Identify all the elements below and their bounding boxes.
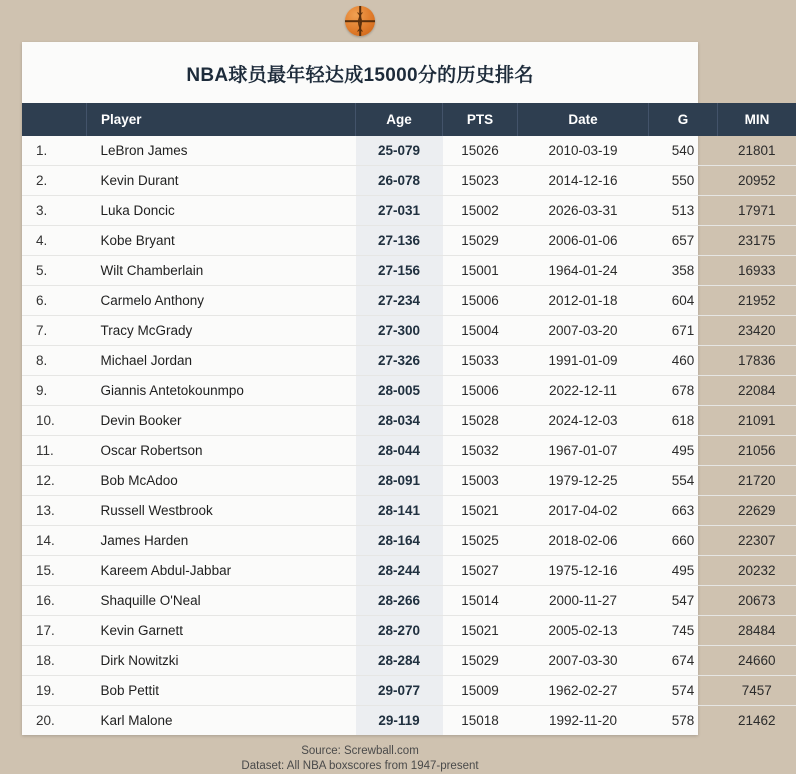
cell-pts: 15029 <box>443 646 518 676</box>
cell-player: Shaquille O'Neal <box>87 586 356 616</box>
cell-date: 1962-02-27 <box>518 676 649 706</box>
cell-rank: 17. <box>22 616 87 646</box>
cell-player: James Harden <box>87 526 356 556</box>
footer-dataset: Dataset: All NBA boxscores from 1947-present <box>22 759 698 774</box>
table-row[interactable] <box>22 256 796 286</box>
cell-pts: 15021 <box>443 616 518 646</box>
cell-minutes: 22629 <box>718 496 796 526</box>
table-row[interactable] <box>22 526 796 556</box>
cell-date: 2014-12-16 <box>518 166 649 196</box>
logo-area <box>22 0 698 42</box>
table-header <box>22 103 796 136</box>
cell-minutes: 21462 <box>718 706 796 736</box>
cell-rank: 16. <box>22 586 87 616</box>
cell-pts: 15014 <box>443 586 518 616</box>
cell-games: 554 <box>649 466 718 496</box>
cell-player: Kareem Abdul-Jabbar <box>87 556 356 586</box>
table-card <box>22 42 698 735</box>
cell-age: 29-119 <box>356 706 443 736</box>
cell-games: 574 <box>649 676 718 706</box>
cell-rank: 19. <box>22 676 87 706</box>
cell-age: 27-156 <box>356 256 443 286</box>
table-row[interactable] <box>22 586 796 616</box>
cell-date: 1964-01-24 <box>518 256 649 286</box>
cell-player: Oscar Robertson <box>87 436 356 466</box>
cell-player: Tracy McGrady <box>87 316 356 346</box>
table-row[interactable] <box>22 646 796 676</box>
cell-minutes: 24660 <box>718 646 796 676</box>
cell-minutes: 21091 <box>718 406 796 436</box>
cell-rank: 11. <box>22 436 87 466</box>
table-row[interactable] <box>22 406 796 436</box>
cell-player: Carmelo Anthony <box>87 286 356 316</box>
table-row[interactable] <box>22 316 796 346</box>
table-row[interactable] <box>22 196 796 226</box>
cell-player: Dirk Nowitzki <box>87 646 356 676</box>
cell-games: 618 <box>649 406 718 436</box>
cell-rank: 3. <box>22 196 87 226</box>
footer <box>22 735 698 774</box>
cell-date: 2026-03-31 <box>518 196 649 226</box>
cell-games: 657 <box>649 226 718 256</box>
cell-games: 663 <box>649 496 718 526</box>
cell-age: 28-270 <box>356 616 443 646</box>
cell-rank: 2. <box>22 166 87 196</box>
cell-player: Devin Booker <box>87 406 356 436</box>
cell-date: 1992-11-20 <box>518 706 649 736</box>
cell-age: 28-141 <box>356 496 443 526</box>
cell-age: 28-244 <box>356 556 443 586</box>
table-row[interactable] <box>22 436 796 466</box>
cell-minutes: 23420 <box>718 316 796 346</box>
table-row[interactable] <box>22 376 796 406</box>
cell-date: 1991-01-09 <box>518 346 649 376</box>
cell-rank: 5. <box>22 256 87 286</box>
table-row[interactable] <box>22 616 796 646</box>
cell-player: Wilt Chamberlain <box>87 256 356 286</box>
cell-rank: 1. <box>22 136 87 166</box>
cell-games: 358 <box>649 256 718 286</box>
cell-date: 2022-12-11 <box>518 376 649 406</box>
cell-player: Luka Doncic <box>87 196 356 226</box>
cell-games: 674 <box>649 646 718 676</box>
table-row[interactable] <box>22 556 796 586</box>
cell-date: 2017-04-02 <box>518 496 649 526</box>
column-header-rank[interactable] <box>22 103 87 136</box>
cell-age: 28-284 <box>356 646 443 676</box>
cell-pts: 15006 <box>443 376 518 406</box>
cell-minutes: 22307 <box>718 526 796 556</box>
cell-age: 28-005 <box>356 376 443 406</box>
table-header-row <box>22 103 796 136</box>
cell-age: 26-078 <box>356 166 443 196</box>
table-row[interactable] <box>22 496 796 526</box>
table-row[interactable] <box>22 136 796 166</box>
cell-games: 460 <box>649 346 718 376</box>
cell-pts: 15029 <box>443 226 518 256</box>
cell-player: LeBron James <box>87 136 356 166</box>
column-header-date[interactable]: Date <box>518 103 649 136</box>
table-row[interactable] <box>22 346 796 376</box>
cell-pts: 15009 <box>443 676 518 706</box>
cell-pts: 15027 <box>443 556 518 586</box>
cell-rank: 7. <box>22 316 87 346</box>
cell-age: 29-077 <box>356 676 443 706</box>
cell-player: Giannis Antetokounmpo <box>87 376 356 406</box>
column-header-min[interactable]: MIN <box>718 103 796 136</box>
column-header-age[interactable]: Age <box>356 103 443 136</box>
cell-date: 2007-03-30 <box>518 646 649 676</box>
cell-rank: 6. <box>22 286 87 316</box>
cell-pts: 15004 <box>443 316 518 346</box>
cell-date: 1979-12-25 <box>518 466 649 496</box>
cell-minutes: 23175 <box>718 226 796 256</box>
cell-minutes: 17971 <box>718 196 796 226</box>
table-row[interactable] <box>22 466 796 496</box>
cell-date: 2018-02-06 <box>518 526 649 556</box>
cell-age: 27-300 <box>356 316 443 346</box>
column-header-g[interactable]: G <box>649 103 718 136</box>
cell-pts: 15002 <box>443 196 518 226</box>
cell-rank: 8. <box>22 346 87 376</box>
cell-rank: 14. <box>22 526 87 556</box>
basketball-seam-right <box>358 8 386 36</box>
cell-minutes: 20673 <box>718 586 796 616</box>
cell-games: 540 <box>649 136 718 166</box>
cell-pts: 15021 <box>443 496 518 526</box>
cell-date: 2024-12-03 <box>518 406 649 436</box>
cell-date: 1967-01-07 <box>518 436 649 466</box>
cell-player: Kevin Durant <box>87 166 356 196</box>
footer-source: Source: Screwball.com <box>22 744 698 759</box>
cell-games: 604 <box>649 286 718 316</box>
cell-minutes: 20952 <box>718 166 796 196</box>
cell-age: 28-091 <box>356 466 443 496</box>
cell-age: 27-136 <box>356 226 443 256</box>
cell-age: 27-234 <box>356 286 443 316</box>
cell-pts: 15033 <box>443 346 518 376</box>
cell-games: 678 <box>649 376 718 406</box>
cell-games: 578 <box>649 706 718 736</box>
cell-date: 2005-02-13 <box>518 616 649 646</box>
cell-games: 745 <box>649 616 718 646</box>
cell-pts: 15025 <box>443 526 518 556</box>
cell-date: 2012-01-18 <box>518 286 649 316</box>
cell-minutes: 21952 <box>718 286 796 316</box>
cell-age: 28-044 <box>356 436 443 466</box>
table-row[interactable] <box>22 286 796 316</box>
basketball-icon <box>345 6 375 36</box>
cell-date: 1975-12-16 <box>518 556 649 586</box>
column-header-pts[interactable]: PTS <box>443 103 518 136</box>
cell-date: 2007-03-20 <box>518 316 649 346</box>
cell-date: 2000-11-27 <box>518 586 649 616</box>
column-header-player[interactable]: Player <box>87 103 356 136</box>
cell-pts: 15032 <box>443 436 518 466</box>
cell-date: 2010-03-19 <box>518 136 649 166</box>
cell-player: Bob McAdoo <box>87 466 356 496</box>
table-row[interactable] <box>22 706 796 736</box>
cell-pts: 15023 <box>443 166 518 196</box>
cell-player: Bob Pettit <box>87 676 356 706</box>
page-title: NBA球员最年轻达成15000分的历史排名 <box>22 42 698 103</box>
cell-age: 28-266 <box>356 586 443 616</box>
cell-games: 671 <box>649 316 718 346</box>
cell-games: 513 <box>649 196 718 226</box>
table-body <box>22 136 796 735</box>
rankings-table <box>22 103 796 735</box>
cell-games: 495 <box>649 556 718 586</box>
cell-age: 25-079 <box>356 136 443 166</box>
cell-games: 495 <box>649 436 718 466</box>
cell-pts: 15001 <box>443 256 518 286</box>
cell-rank: 10. <box>22 406 87 436</box>
cell-pts: 15026 <box>443 136 518 166</box>
cell-minutes: 20232 <box>718 556 796 586</box>
cell-rank: 20. <box>22 706 87 736</box>
cell-minutes: 21720 <box>718 466 796 496</box>
cell-rank: 9. <box>22 376 87 406</box>
cell-minutes: 21056 <box>718 436 796 466</box>
table-row[interactable] <box>22 166 796 196</box>
cell-pts: 15028 <box>443 406 518 436</box>
cell-player: Michael Jordan <box>87 346 356 376</box>
cell-rank: 12. <box>22 466 87 496</box>
cell-games: 660 <box>649 526 718 556</box>
cell-rank: 18. <box>22 646 87 676</box>
cell-rank: 4. <box>22 226 87 256</box>
cell-player: Karl Malone <box>87 706 356 736</box>
cell-date: 2006-01-06 <box>518 226 649 256</box>
cell-player: Russell Westbrook <box>87 496 356 526</box>
cell-minutes: 28484 <box>718 616 796 646</box>
cell-age: 28-164 <box>356 526 443 556</box>
cell-rank: 15. <box>22 556 87 586</box>
cell-minutes: 17836 <box>718 346 796 376</box>
cell-minutes: 7457 <box>718 676 796 706</box>
cell-minutes: 21801 <box>718 136 796 166</box>
cell-pts: 15018 <box>443 706 518 736</box>
cell-age: 28-034 <box>356 406 443 436</box>
cell-games: 550 <box>649 166 718 196</box>
cell-age: 27-031 <box>356 196 443 226</box>
cell-minutes: 22084 <box>718 376 796 406</box>
cell-pts: 15006 <box>443 286 518 316</box>
cell-minutes: 16933 <box>718 256 796 286</box>
cell-rank: 13. <box>22 496 87 526</box>
cell-pts: 15003 <box>443 466 518 496</box>
cell-player: Kobe Bryant <box>87 226 356 256</box>
cell-age: 27-326 <box>356 346 443 376</box>
cell-games: 547 <box>649 586 718 616</box>
table-row[interactable] <box>22 676 796 706</box>
table-row[interactable] <box>22 226 796 256</box>
cell-player: Kevin Garnett <box>87 616 356 646</box>
